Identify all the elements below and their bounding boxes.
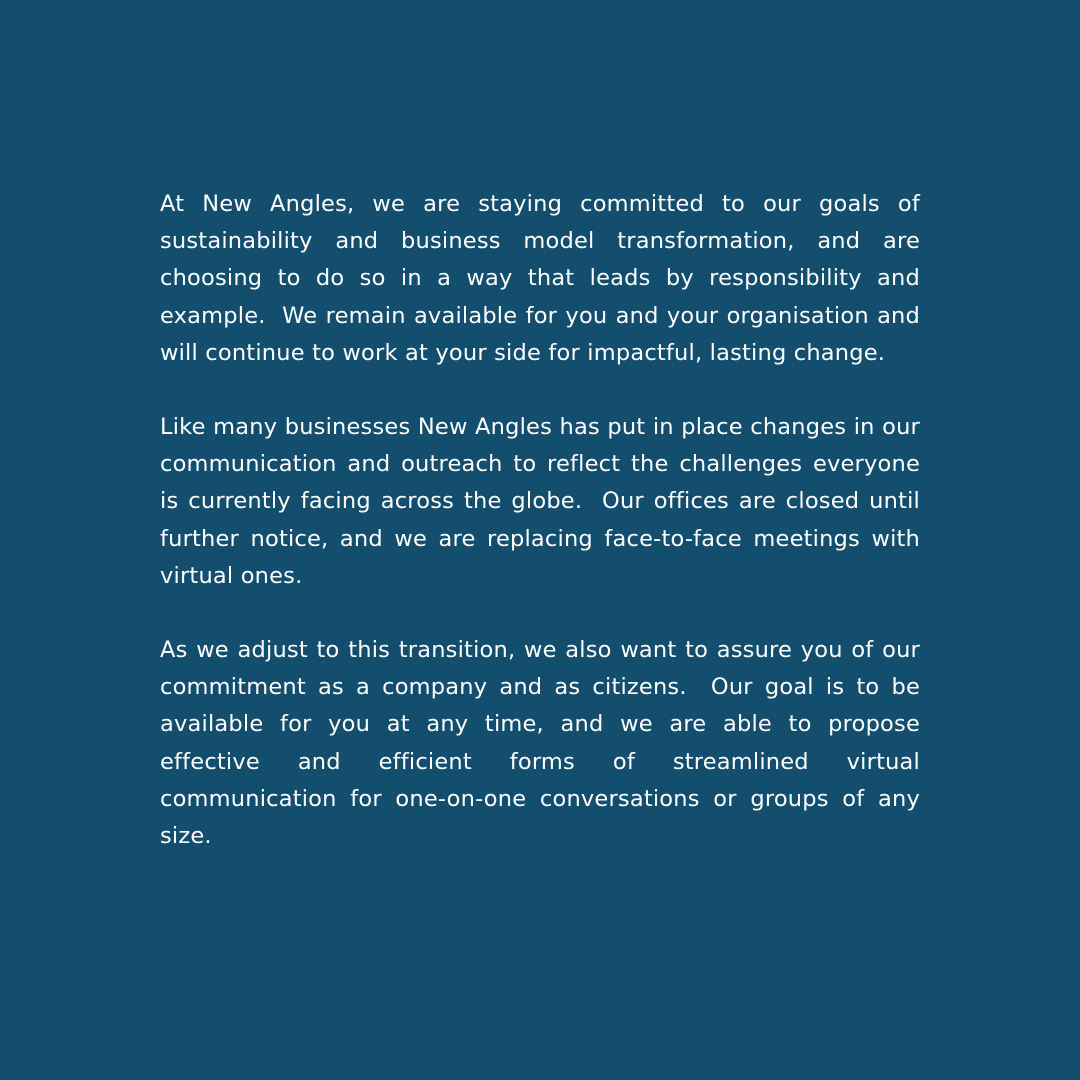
communication-changes-paragraph: Like many businesses New Angles has put in place changes in our communication and outreach to reflect the challenges everyone is currently facing across the globe. Our offices are closed until further notice, and we are replacing face-to-face meetings with virtual ones. — [160, 414, 928, 589]
virtual-communication-paragraph: As we adjust to this transition, we also want to assure you of our commitment as a company and as citizens. Our goal is to be available for you at any time, and we are able to propose effective and efficient forms of streamlined virtual communication for one-on-one conversations or groups of any size. — [160, 637, 928, 850]
commitment-paragraph: At New Angles, we are staying committed to our goals of sustainability and business model transformation, and are choosing to do so in a way that leads by responsibility and example. We remain available for you and your organisation and will continue to work at your side for impactful, lasting change. — [160, 191, 928, 366]
